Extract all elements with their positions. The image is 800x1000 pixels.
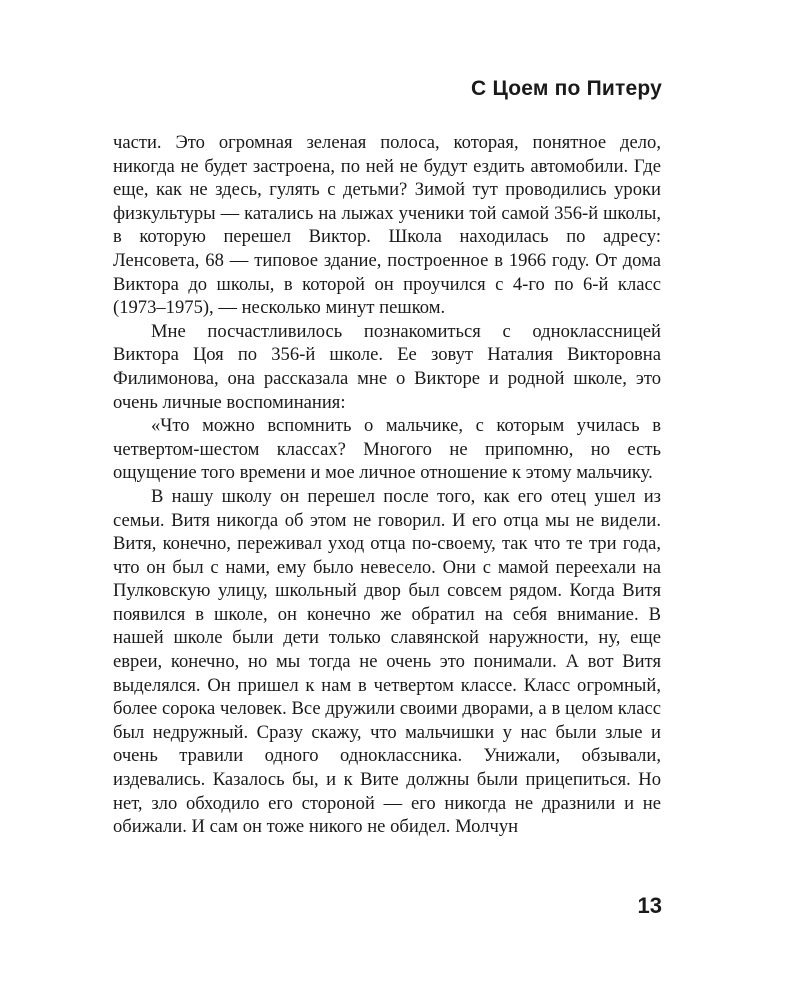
running-head: С Цоем по Питеру <box>471 77 662 100</box>
paragraph: «Что можно вспомнить о мальчике, с которым училась в четвертом-шестом классах? Многого не припомню, но есть ощущение того времени и мое личное отношение к этому мальчику. <box>113 415 661 484</box>
body-text <box>113 131 661 839</box>
paragraph: части. Это огромная зеленая полоса, которая, понятное дело, никогда не будет застроена, по ней не будут ездить автомобили. Где еще, как не здесь, гулять с детьми? Зимой тут проводились уроки физкультуры — катались на лыжах ученики той самой 356-й школы, в которую перешел Виктор. Школа находилась по адресу: Ленсовета, 68 — типовое здание, построенное в 1966 году. От дома Виктора до школы, в которой он проучился с 4-го по 6-й класс (1973–1975), — несколько минут пешком. <box>113 132 661 319</box>
page-number: 13 <box>637 893 662 918</box>
paragraph: В нашу школу он перешел после того, как его отец ушел из семьи. Витя никогда об этом не говорил. И его отца мы не видели. Витя, конечно, переживал уход отца по-своему, так что те три года, что он был с нами, ему было невесело. Они с мамой переехали на Пулковскую улицу, школьный двор был совсем рядом. Когда Витя появился в школе, он конечно же обратил на себя внимание. В нашей школе были дети только славянской наружности, ну, еще евреи, конечно, но мы тогда не очень это понимали. А вот Витя выделялся. Он пришел к нам в четвертом классе. Класс огромный, более сорока человек. Все дружили своими дворами, а в целом класс был недружный. Сразу скажу, что мальчишки у нас были злые и очень травили одного одноклассника. Унижали, обзывали, издевались. Казалось бы, и к Вите должны были прицепиться. Но нет, зло обходило его стороной — его никогда не дразнили и не обижали. И сам он тоже никого не обидел. Молчун <box>113 485 661 838</box>
paragraph: Мне посчастливилось познакомиться с одноклассницей Виктора Цоя по 356-й школе. Ее зовут Наталия Викторовна Филимонова, она рассказала мне о Викторе и родной школе, это очень личные воспоминания: <box>113 320 661 413</box>
